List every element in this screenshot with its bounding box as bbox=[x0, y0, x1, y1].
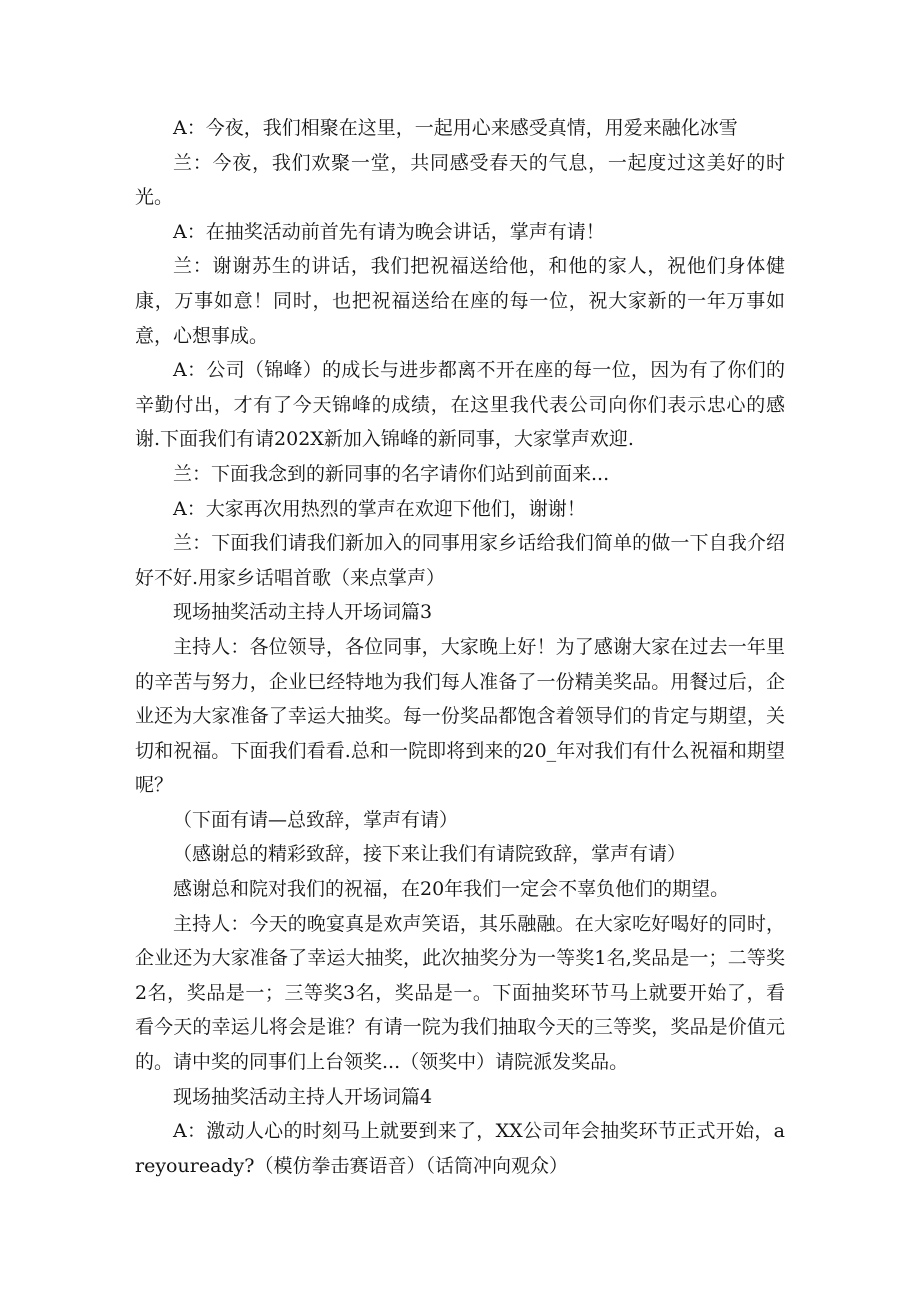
paragraph: A：公司（锦峰）的成长与进步都离不开在座的每一位，因为有了你们的辛勤付出，才有了今天锦峰的成绩，在这里我代表公司向你们表示忠心的感谢.下面我们有请202X新加入锦峰的新同事，大家掌声欢迎. bbox=[135, 359, 785, 451]
paragraph: 兰：今夜，我们欢聚一堂，共同感受春天的气息，一起度过这美好的时光。 bbox=[135, 151, 785, 209]
section-heading: 现场抽奖活动主持人开场词篇4 bbox=[173, 1085, 433, 1108]
section-heading: 现场抽奖活动主持人开场词篇3 bbox=[173, 601, 433, 624]
paragraph: 感谢总和院对我们的祝福，在20年我们一定会不辜负他们的期望。 bbox=[173, 878, 730, 901]
paragraph: 主持人：今天的晚宴真是欢声笑语，其乐融融。在大家吃好喝好的同时，企业还为大家准备了幸运大抽奖，此次抽奖分为一等奖1名,奖品是一；二等奖2名，奖品是一；三等奖3名，奖品是一。下面抽奖环节马上就要开始了，看看今天的幸运儿将会是谁？有请一院为我们抽取今天的三等奖，奖品是价值元的。请中奖的同事们上台领奖...（领奖中）请院派发奖品。 bbox=[135, 912, 785, 1074]
paragraph: A：大家再次用热烈的掌声在欢迎下他们，谢谢！ bbox=[173, 497, 586, 520]
paragraph: A：激动人心的时刻马上就要到来了，XX公司年会抽奖环节正式开始，areyouready?（模仿拳击赛语音）（话筒冲向观众） bbox=[135, 1120, 785, 1177]
paragraph: 兰：下面我们请我们新加入的同事用家乡话给我们简单的做一下自我介绍好不好.用家乡话唱首歌（来点掌声） bbox=[135, 532, 785, 589]
paragraph: （下面有请—总致辞，掌声有请） bbox=[173, 808, 459, 831]
paragraph: A：今夜，我们相聚在这里，一起用心来感受真情，用爱来融化冰雪 bbox=[173, 117, 738, 139]
paragraph: （感谢总的精彩致辞，接下来让我们有请院致辞，掌声有请） bbox=[173, 843, 687, 866]
paragraph: 兰：下面我念到的新同事的名字请你们站到前面来... bbox=[173, 462, 610, 485]
paragraph: 兰：谢谢苏生的讲话，我们把祝福送给他，和他的家人，祝他们身体健康，万事如意！同时，也把祝福送给在座的每一位，祝大家新的一年万事如意，心想事成。 bbox=[135, 255, 785, 347]
paragraph: A：在抽奖活动前首先有请为晚会讲话，掌声有请！ bbox=[173, 220, 605, 243]
paragraph: 主持人：各位领导，各位同事，大家晚上好！为了感谢大家在过去一年里的辛苦与努力，企业巳经特地为我们每人准备了一份精美奖品。用餐过后，企业还为大家准备了幸运大抽奖。每一份奖品都饱含着领导们的肯定与期望，关切和祝福。下面我们看看.总和一院即将到来的20_年对我们有什么祝福和期望呢？ bbox=[135, 635, 785, 797]
document-body bbox=[135, 111, 785, 1183]
